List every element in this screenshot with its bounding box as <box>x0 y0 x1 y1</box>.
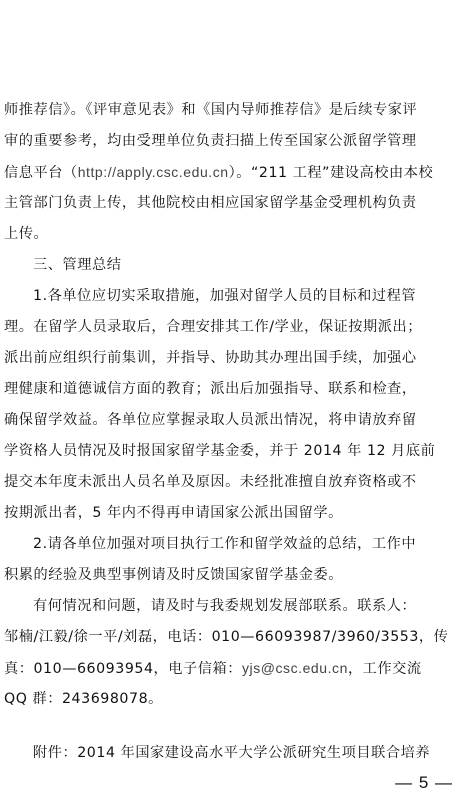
paragraph-line <box>4 658 422 679</box>
email-address: yjs@csc.edu.cn <box>241 660 348 676</box>
paragraph-line: 1.各单位应切实采取措施，加强对留学人员的目标和过程管 <box>33 288 417 304</box>
paragraph-line: 积累的经验及典型事例请及时反馈国家留学基金委。 <box>4 567 343 583</box>
paragraph-line: 确保留学效益。各单位应掌握录取人员派出情况，将申请放弃留 <box>4 412 417 428</box>
paragraph-line: 邹楠/江毅/徐一平/刘磊，电话：010—66093987/3960/3553，传 <box>4 629 449 645</box>
paragraph-line: QQ 群：243698078。 <box>4 691 163 707</box>
paragraph-line: 派出前应组织行前集训，并指导、协助其办理出国手续，加强心 <box>4 350 417 366</box>
paragraph-line: 上传。 <box>4 226 49 242</box>
section-heading: 三、管理总结 <box>33 257 122 273</box>
fax-label: 真：010—66093954，电子信箱： <box>4 661 242 677</box>
page-number: — 5 — <box>395 773 453 792</box>
paragraph-line: 理健康和道德诚信方面的教育；派出后加强指导、联系和检查， <box>4 381 417 397</box>
paragraph-line: 理。在留学人员录取后，合理安排其工作/学业，保证按期派出； <box>4 319 422 335</box>
paragraph-line: 学资格人员情况及时报国家留学基金委，并于 2014 年 12 月底前 <box>4 443 436 459</box>
exchange-label: ，工作交流 <box>347 661 422 677</box>
paragraph-line <box>4 162 433 183</box>
platform-note: ）。“211 工程”建设高校由本校 <box>228 165 434 181</box>
paragraph-line: 2.请各单位加强对项目执行工作和留学效益的总结，工作中 <box>33 536 417 552</box>
paragraph-line: 主管部门负责上传，其他院校由相应国家留学基金受理机构负责 <box>4 195 417 211</box>
paragraph-line: 师推荐信》。《评审意见表》和《国内导师推荐信》是后续专家评 <box>4 102 418 118</box>
paragraph-line: 提交本年度未派出人员名单及原因。未经批准擅自放弃资格或不 <box>4 474 417 490</box>
paragraph-line: 按期派出者，5 年内不得再申请国家公派出国留学。 <box>4 505 343 521</box>
attachment-line: 附件：2014 年国家建设高水平大学公派研究生项目联合培养 <box>33 745 431 761</box>
paragraph-line: 审的重要参考，均由受理单位负责扫描上传至国家公派留学管理 <box>4 133 417 149</box>
paragraph-line: 有何情况和问题，请及时与我委规划发展部联系。联系人： <box>33 598 417 614</box>
platform-label: 信息平台（ <box>4 165 78 181</box>
platform-url: http://apply.csc.edu.cn <box>77 164 229 180</box>
